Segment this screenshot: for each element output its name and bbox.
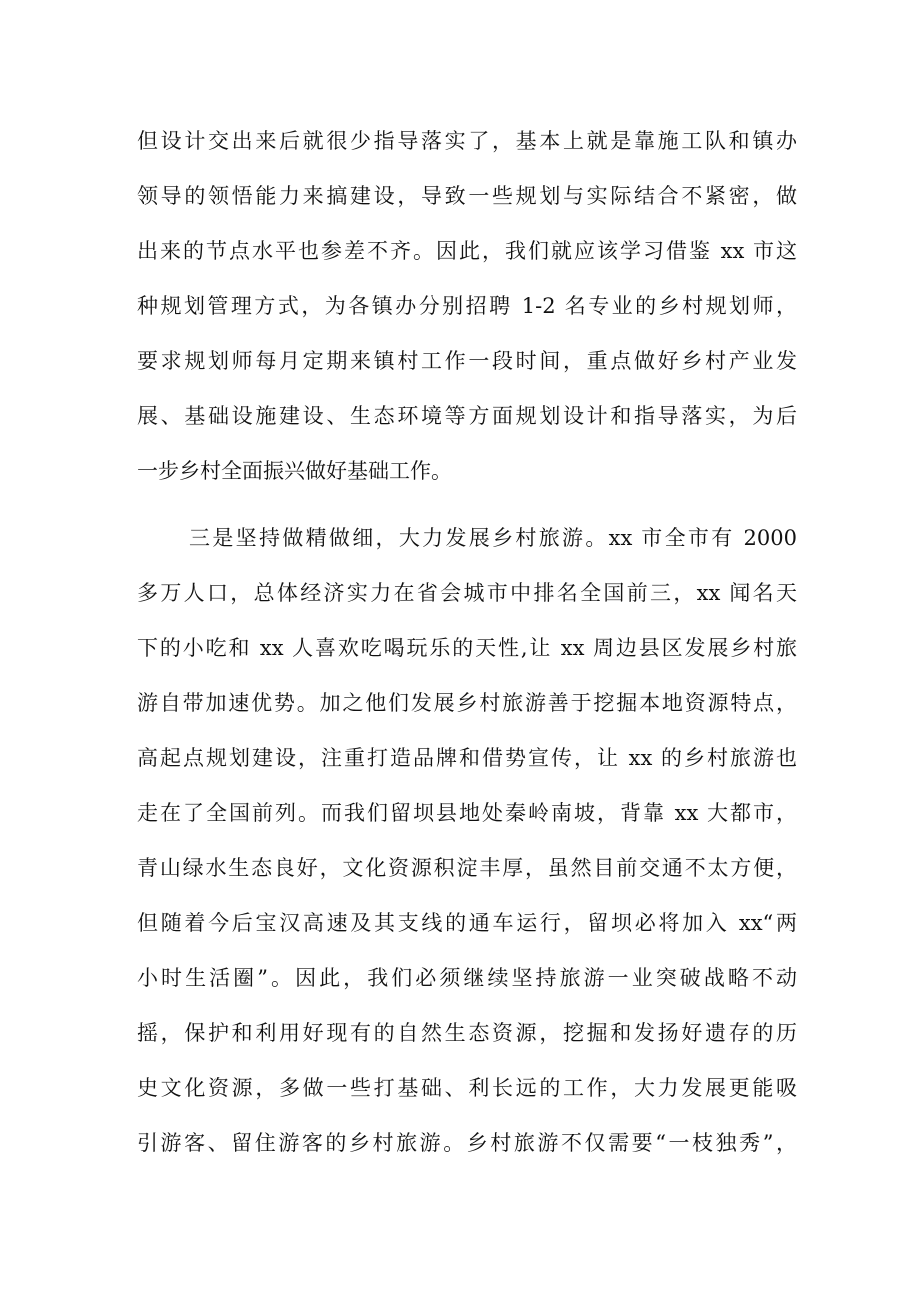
text-line: 摇，保护和利用好现有的自然生态资源，挖掘和发扬好遗存的历 <box>137 1021 797 1045</box>
text-line: 但随着今后宝汉高速及其支线的通车运行，留坝必将加入 xx“两 <box>137 911 797 935</box>
text-line: 下的小吃和 xx 人喜欢吃喝玩乐的天性,让 xx 周边县区发展乡村旅 <box>137 636 797 660</box>
text-line: 但设计交出来后就很少指导落实了，基本上就是靠施工队和镇办 <box>137 129 797 153</box>
text-line: 一步乡村全面振兴做好基础工作。 <box>137 459 452 483</box>
text-line: 走在了全国前列。而我们留坝县地处秦岭南坡，背靠 xx 大都市， <box>137 801 797 825</box>
text-line: 引游客、留住游客的乡村旅游。乡村旅游不仅需要“一枝独秀”， <box>137 1131 797 1155</box>
text-line: 出来的节点水平也参差不齐。因此，我们就应该学习借鉴 xx 市这 <box>137 239 797 263</box>
text-line: 多万人口，总体经济实力在省会城市中排名全国前三，xx 闻名天 <box>137 581 797 605</box>
text-line: 游自带加速优势。加之他们发展乡村旅游善于挖掘本地资源特点， <box>137 691 797 715</box>
text-line: 高起点规划建设，注重打造品牌和借势宣传，让 xx 的乡村旅游也 <box>137 746 797 770</box>
text-line: 要求规划师每月定期来镇村工作一段时间，重点做好乡村产业发 <box>137 349 797 373</box>
text-line: 三是坚持做精做细，大力发展乡村旅游。xx 市全市有 2000 <box>189 526 797 550</box>
text-line: 史文化资源，多做一些打基础、利长远的工作，大力发展更能吸 <box>137 1076 797 1100</box>
text-line: 小时生活圈”。因此，我们必须继续坚持旅游一业突破战略不动 <box>137 966 797 990</box>
text-line: 展、基础设施建设、生态环境等方面规划设计和指导落实，为后 <box>137 404 797 428</box>
text-line: 种规划管理方式，为各镇办分别招聘 1-2 名专业的乡村规划师， <box>137 294 797 318</box>
text-line: 领导的领悟能力来搞建设，导致一些规划与实际结合不紧密，做 <box>137 184 797 208</box>
text-line: 青山绿水生态良好，文化资源积淀丰厚，虽然目前交通不太方便， <box>137 856 797 880</box>
